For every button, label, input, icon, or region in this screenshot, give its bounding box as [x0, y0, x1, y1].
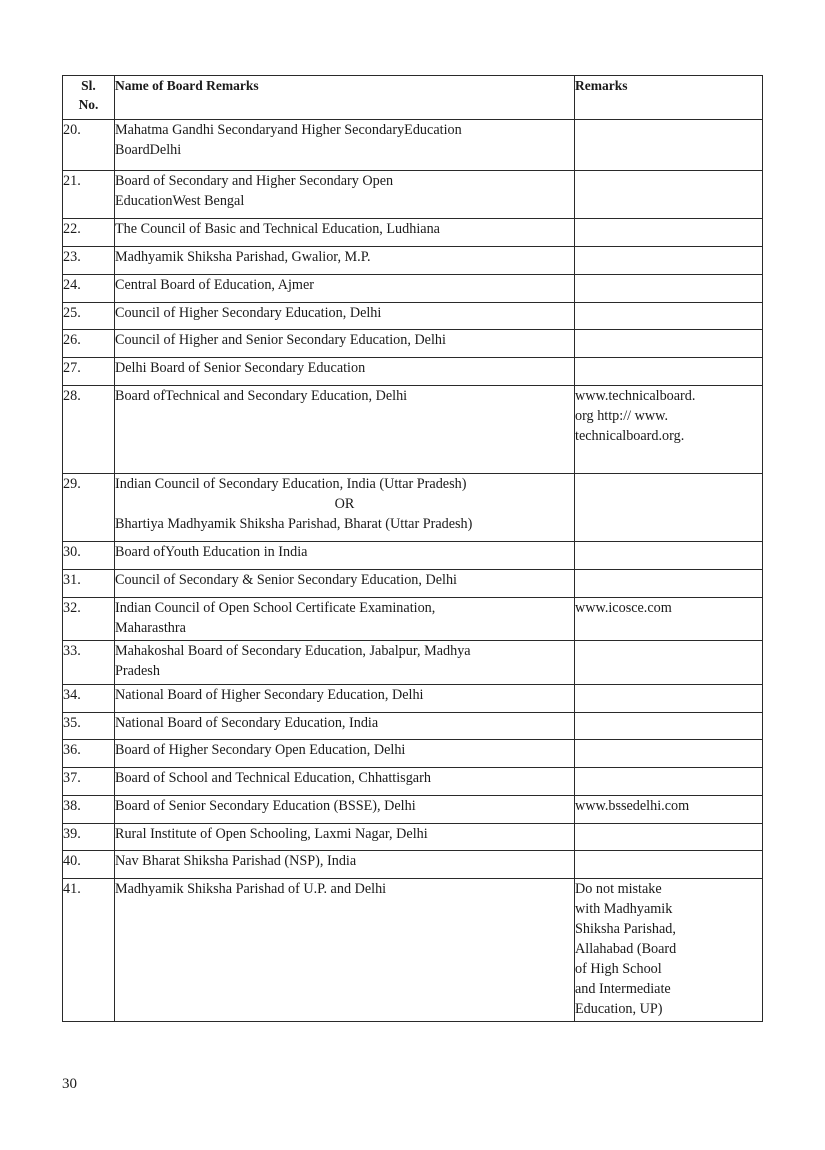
board-name-line: The Council of Basic and Technical Education, Ludhiana	[115, 221, 440, 237]
row-board-name	[115, 641, 575, 685]
row-board-name	[115, 542, 575, 570]
row-serial-number: 37.	[63, 768, 115, 796]
row-board-name	[115, 358, 575, 386]
row-board-name	[115, 386, 575, 474]
row-remarks	[575, 713, 763, 740]
row-serial-number: 40.	[63, 851, 115, 879]
row-serial-number: 23.	[63, 247, 115, 275]
row-board-name	[115, 740, 575, 768]
row-remarks	[575, 303, 763, 330]
table-row	[63, 851, 763, 879]
row-remarks	[575, 330, 763, 358]
board-name-line: BoardDelhi	[115, 142, 182, 158]
board-name-line: Maharasthra	[115, 620, 186, 636]
table-row	[63, 713, 763, 740]
board-name-line: Board of School and Technical Education, Chhattisgarh	[115, 770, 431, 786]
row-board-name	[115, 171, 575, 219]
table-row	[63, 330, 763, 358]
row-board-name	[115, 570, 575, 598]
row-board-name	[115, 685, 575, 713]
board-name-line: Bhartiya Madhyamik Shiksha Parishad, Bharat (Uttar Pradesh)	[115, 516, 473, 532]
row-remarks	[575, 768, 763, 796]
board-name-line: Mahakoshal Board of Secondary Education, Jabalpur, Madhya	[115, 643, 471, 659]
board-name-line: Delhi Board of Senior Secondary Education	[115, 360, 366, 376]
row-serial-number: 26.	[63, 330, 115, 358]
row-remarks	[575, 358, 763, 386]
table-row	[63, 542, 763, 570]
row-serial-number: 34.	[63, 685, 115, 713]
table-row	[63, 685, 763, 713]
row-board-name	[115, 851, 575, 879]
table-row	[63, 247, 763, 275]
table-row	[63, 386, 763, 474]
row-board-name	[115, 713, 575, 740]
row-remarks	[575, 386, 763, 474]
row-board-name	[115, 768, 575, 796]
board-name-line: Board of Secondary and Higher Secondary Open	[115, 173, 394, 189]
row-remarks	[575, 685, 763, 713]
row-board-name	[115, 275, 575, 303]
board-name-line: Pradesh	[115, 663, 160, 679]
board-name-line: Nav Bharat Shiksha Parishad (NSP), India	[115, 853, 357, 869]
row-remarks	[575, 879, 763, 1022]
row-remarks	[575, 275, 763, 303]
row-remarks	[575, 851, 763, 879]
board-name-line: Board of Senior Secondary Education (BSSE), Delhi	[115, 798, 416, 814]
remarks-text: www.bssedelhi.com	[575, 798, 690, 814]
board-name-line: Central Board of Education, Ajmer	[115, 277, 314, 293]
row-remarks	[575, 570, 763, 598]
row-remarks	[575, 120, 763, 171]
row-board-name	[115, 796, 575, 824]
board-name-line: EducationWest Bengal	[115, 193, 245, 209]
table-row	[63, 796, 763, 824]
board-name-line: Madhyamik Shiksha Parishad, Gwalior, M.P.	[115, 249, 371, 265]
table-row	[63, 120, 763, 171]
row-board-name	[115, 474, 575, 542]
table-row	[63, 768, 763, 796]
table-row	[63, 358, 763, 386]
header-sl-no: Sl. No.	[63, 76, 115, 120]
row-board-name	[115, 247, 575, 275]
table-row	[63, 275, 763, 303]
row-serial-number: 30.	[63, 542, 115, 570]
row-board-name	[115, 330, 575, 358]
row-remarks	[575, 542, 763, 570]
row-serial-number: 24.	[63, 275, 115, 303]
row-board-name	[115, 879, 575, 1022]
board-name-line: Madhyamik Shiksha Parishad of U.P. and Delhi	[115, 881, 387, 897]
board-name-line: Council of Secondary & Senior Secondary Education, Delhi	[115, 572, 457, 588]
header-remarks: Remarks	[575, 76, 763, 120]
row-remarks	[575, 740, 763, 768]
row-remarks	[575, 474, 763, 542]
page-number: 30	[62, 1076, 77, 1092]
board-name-line: Board ofYouth Education in India	[115, 544, 308, 560]
board-name-line: Indian Council of Open School Certificate Examination,	[115, 600, 436, 616]
row-remarks	[575, 824, 763, 851]
table-row	[63, 598, 763, 641]
row-board-name	[115, 219, 575, 247]
row-remarks	[575, 641, 763, 685]
row-remarks	[575, 171, 763, 219]
row-remarks	[575, 247, 763, 275]
row-serial-number: 39.	[63, 824, 115, 851]
row-serial-number: 25.	[63, 303, 115, 330]
row-serial-number: 21.	[63, 171, 115, 219]
table-row	[63, 474, 763, 542]
row-board-name	[115, 303, 575, 330]
table-row	[63, 824, 763, 851]
table-row	[63, 641, 763, 685]
board-name-line: OR	[334, 496, 355, 512]
board-name-line: Mahatma Gandhi Secondaryand Higher SecondaryEducation	[115, 122, 462, 138]
row-remarks	[575, 796, 763, 824]
row-serial-number: 41.	[63, 879, 115, 1022]
row-board-name	[115, 824, 575, 851]
board-name-line: National Board of Secondary Education, India	[115, 715, 379, 731]
board-name-line: Council of Higher and Senior Secondary Education, Delhi	[115, 332, 446, 348]
row-serial-number: 32.	[63, 598, 115, 641]
board-name-line: Indian Council of Secondary Education, India (Uttar Pradesh)	[115, 476, 467, 492]
board-name-line: Rural Institute of Open Schooling, Laxmi Nagar, Delhi	[115, 826, 428, 842]
row-remarks	[575, 598, 763, 641]
row-board-name	[115, 598, 575, 641]
row-board-name	[115, 120, 575, 171]
row-serial-number: 22.	[63, 219, 115, 247]
row-serial-number: 20.	[63, 120, 115, 171]
row-serial-number: 27.	[63, 358, 115, 386]
table-row	[63, 879, 763, 1022]
remarks-text: Do not mistake with Madhyamik Shiksha Parishad, Allahabad (Board of High School and Intermediate Education, UP)	[575, 881, 677, 1017]
table-row	[63, 740, 763, 768]
table-row	[63, 570, 763, 598]
row-serial-number: 31.	[63, 570, 115, 598]
row-serial-number: 28.	[63, 386, 115, 474]
remarks-text: www.icosce.com	[575, 600, 672, 616]
table-row	[63, 303, 763, 330]
table-header-row	[63, 76, 763, 120]
row-serial-number: 36.	[63, 740, 115, 768]
header-board-name: Name of Board Remarks	[115, 76, 575, 120]
table-row	[63, 219, 763, 247]
row-serial-number: 33.	[63, 641, 115, 685]
row-remarks	[575, 219, 763, 247]
board-name-line: Council of Higher Secondary Education, Delhi	[115, 305, 382, 321]
boards-table	[62, 75, 763, 1022]
remarks-text: www.technicalboard. org http:// www. technicalboard.org.	[575, 388, 696, 444]
table-row	[63, 171, 763, 219]
board-name-line: National Board of Higher Secondary Education, Delhi	[115, 687, 424, 703]
row-serial-number: 29.	[63, 474, 115, 542]
row-serial-number: 38.	[63, 796, 115, 824]
row-serial-number: 35.	[63, 713, 115, 740]
board-name-line: Board ofTechnical and Secondary Education, Delhi	[115, 388, 408, 404]
table-body	[63, 120, 763, 1022]
board-name-line: Board of Higher Secondary Open Education, Delhi	[115, 742, 406, 758]
